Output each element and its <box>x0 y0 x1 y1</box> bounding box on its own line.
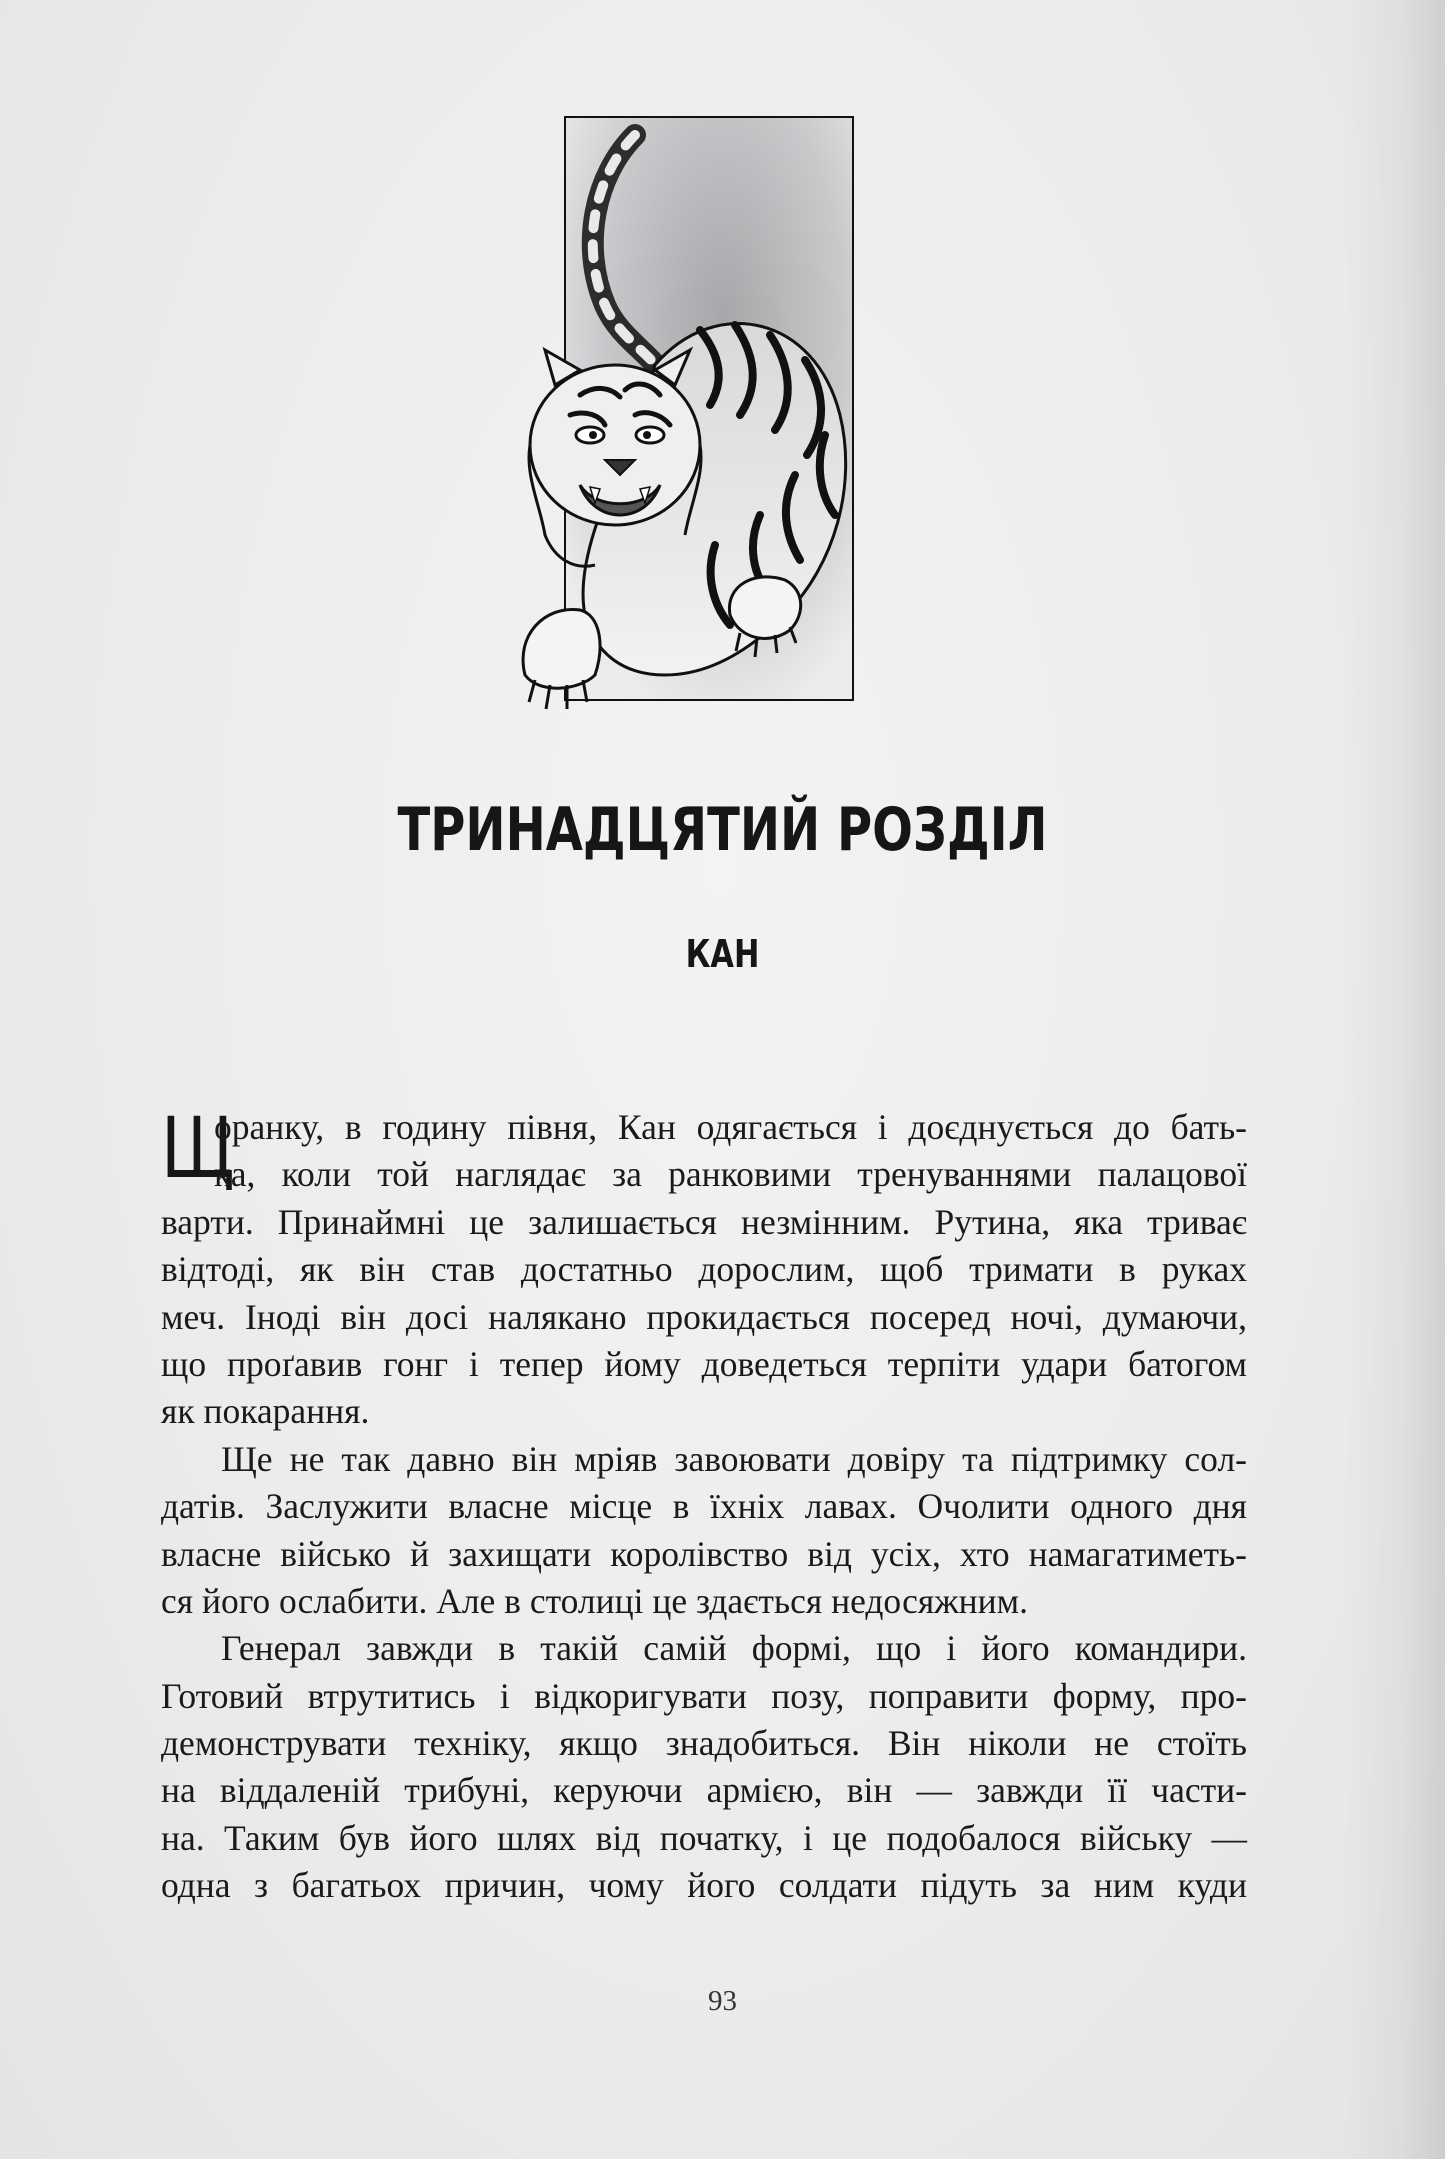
body-line: власне військо й захищати королівство від усіх, хто намагатиметь- <box>161 1533 1247 1574</box>
body-line: Генерал завжди в такій самій формі, що і його командири. <box>221 1628 1247 1669</box>
body-line: Готовий втрутитись і відкоригувати позу, поправити форму, про- <box>161 1675 1247 1716</box>
chapter-title: ТРИНАДЦЯТИЙ РОЗДІЛ <box>397 795 1048 865</box>
chapter-subtitle: КАН <box>685 932 760 976</box>
tiger-illustration <box>485 115 875 780</box>
body-line: Ще не так давно він мріяв завоювати довіру та підтримку сол- <box>221 1438 1247 1479</box>
body-line: датів. Заслужити власне місце в їхніх лавах. Очолити одного дня <box>161 1486 1247 1527</box>
body-line: одна з багатьох причин, чому його солдати підуть за ним куди <box>161 1865 1247 1906</box>
body-line: демонструвати техніку, якщо знадобиться. Він ніколи не стоїть <box>161 1723 1247 1764</box>
body-line: ка, коли той наглядає за ранковими тренуваннями палацової <box>214 1154 1247 1195</box>
drop-cap: Щ <box>161 1099 235 1197</box>
body-line: на. Таким був його шлях від початку, і це подобалося війську — <box>161 1817 1247 1858</box>
body-line: відтоді, як він став достатньо дорослим, щоб тримати в руках <box>161 1249 1247 1290</box>
body-line: варти. Принаймні це залишається незмінним. Рутина, яка триває <box>161 1201 1247 1242</box>
body-line: що проґавив гонг і тепер йому доведеться терпіти удари батогом <box>161 1343 1247 1384</box>
body-line: на віддаленій трибуні, керуючи армією, він — завжди її части- <box>161 1770 1247 1811</box>
body-line: меч. Іноді він досі налякано прокидається посеред ночі, думаючи, <box>161 1296 1247 1337</box>
page-number: 93 <box>708 1985 737 2017</box>
chapter-body <box>161 1099 1247 1910</box>
body-line: оранку, в годину півня, Кан одягається і доєднується до бать- <box>214 1107 1247 1147</box>
body-line: як покарання. <box>161 1391 370 1432</box>
body-line: ся його ослабити. Але в столиці це здається недосяжним. <box>161 1580 1029 1621</box>
